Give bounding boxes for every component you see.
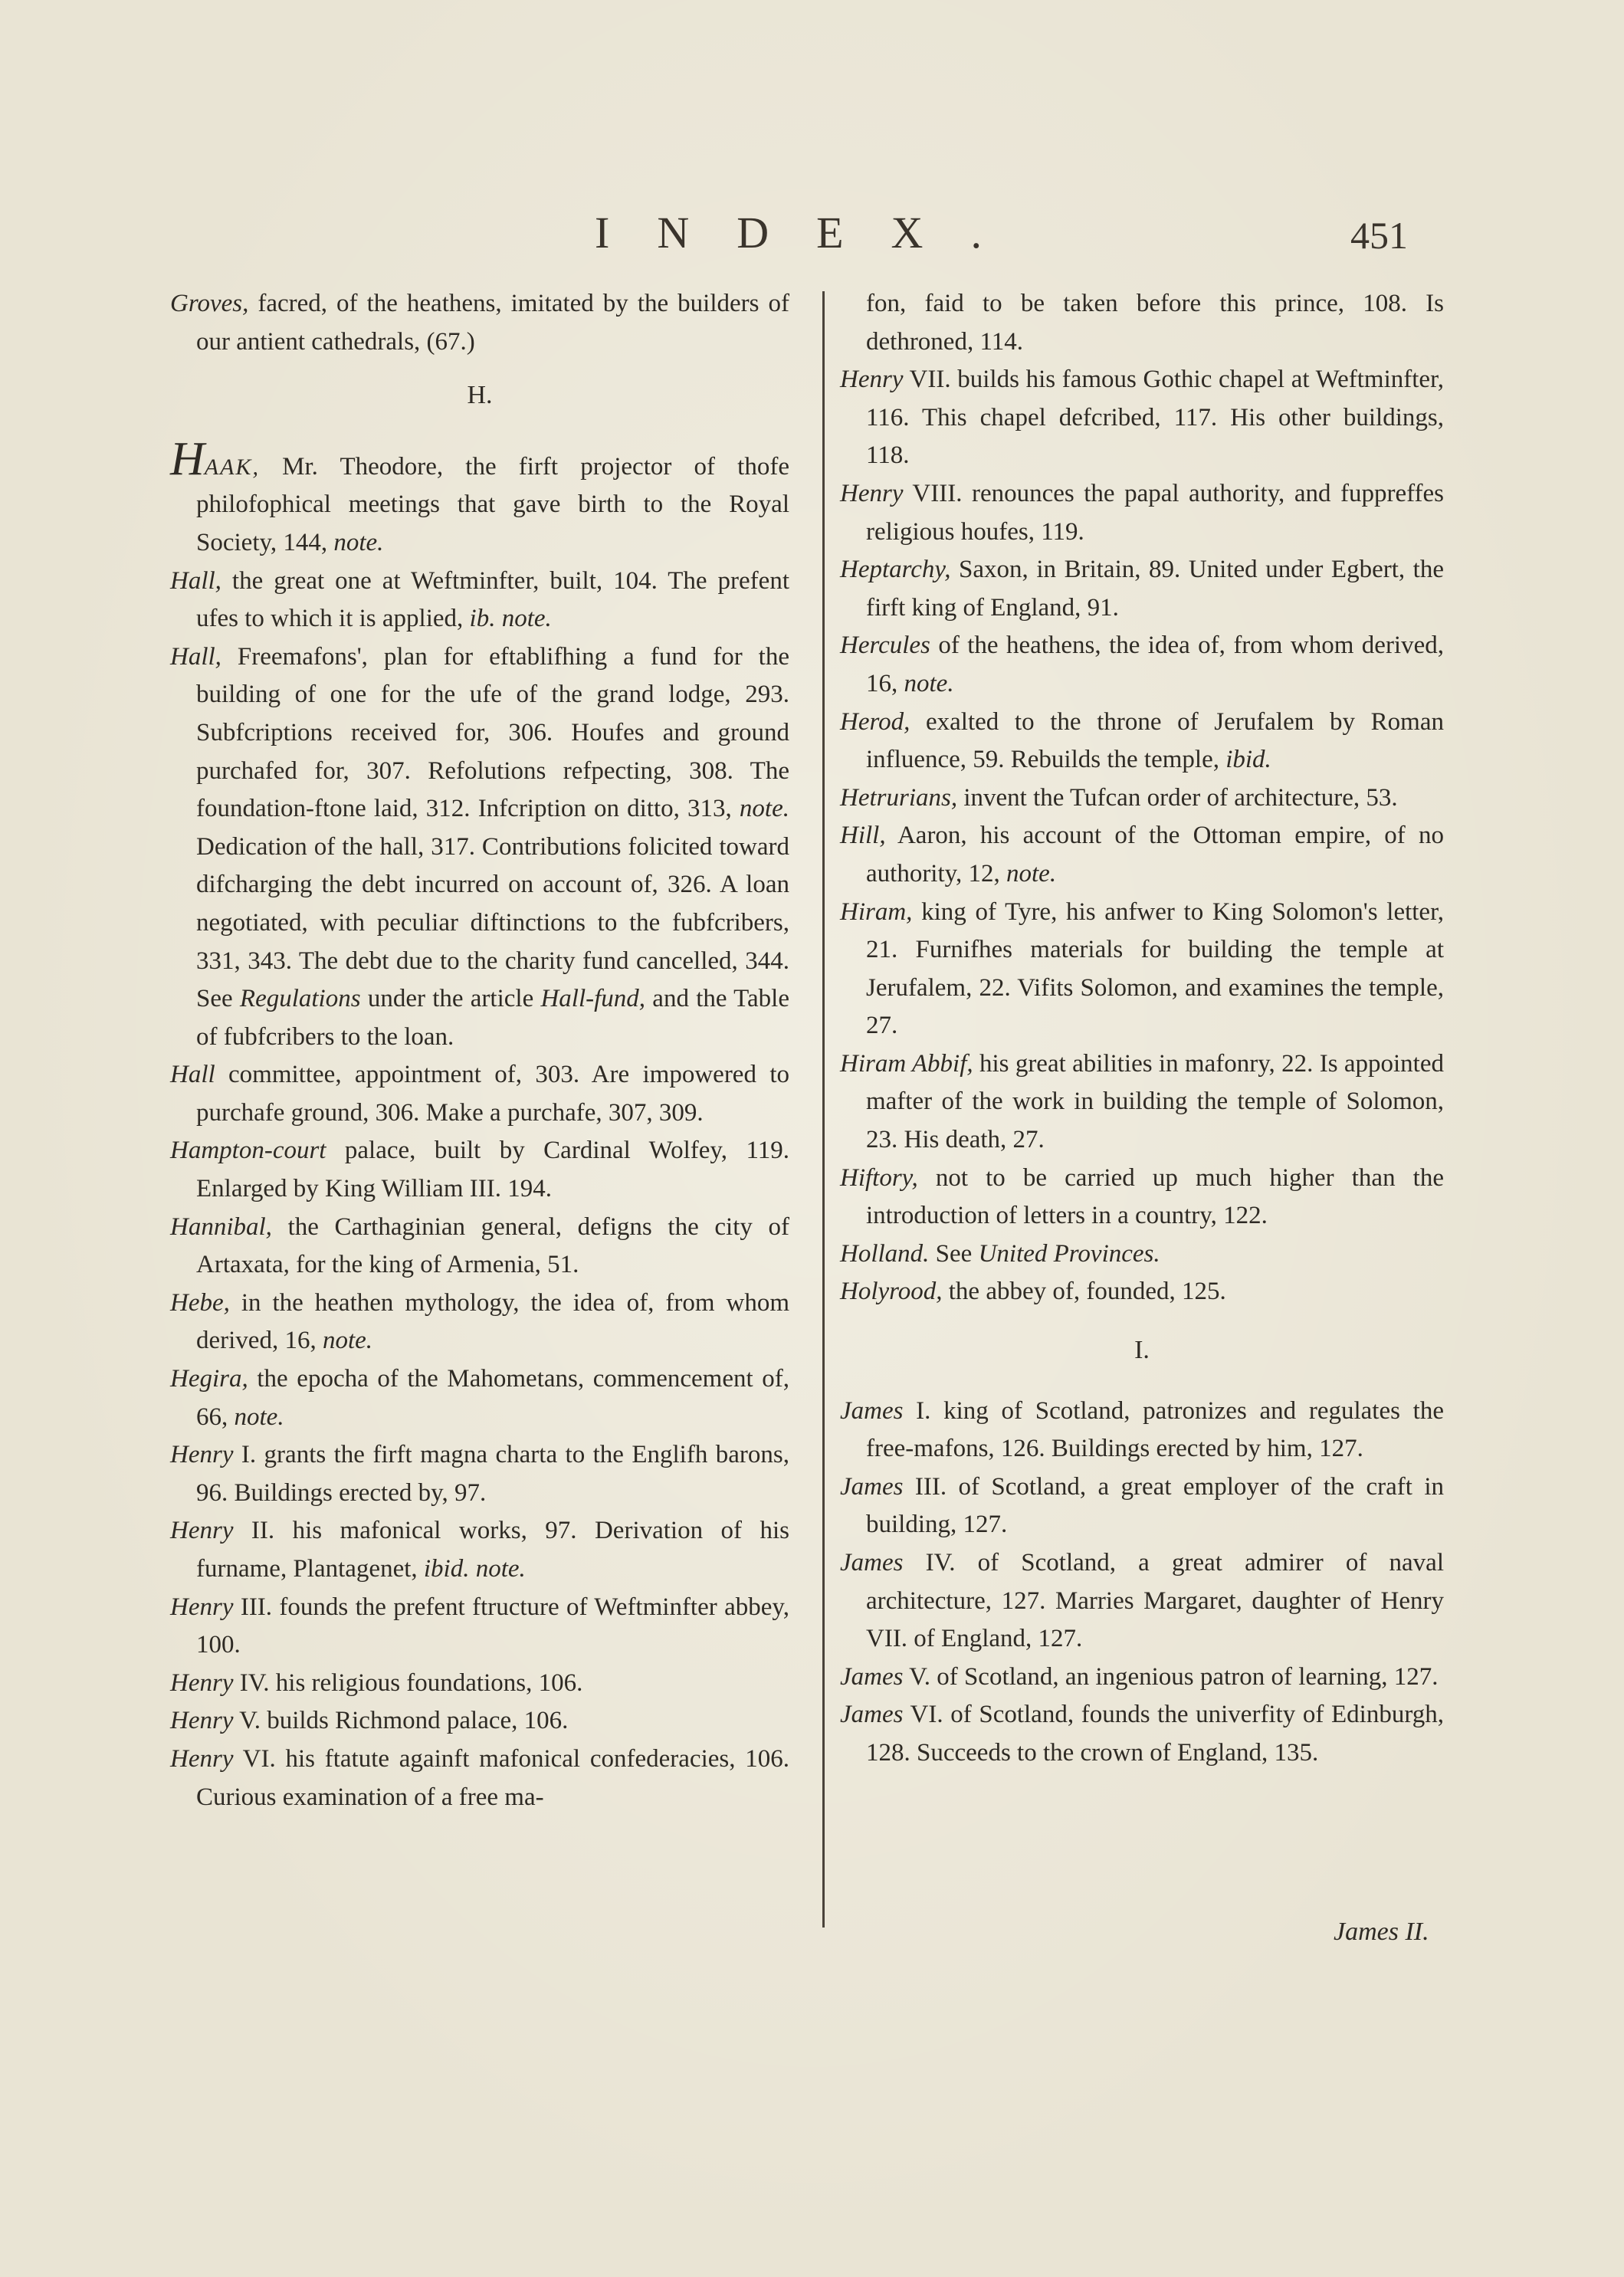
entry-italic: Hall-fund, [540, 985, 646, 1013]
index-entry [170, 1589, 789, 1665]
entry-text: under the article [360, 985, 541, 1013]
entry-head: Hall, [170, 642, 221, 671]
entry-text: VI. his ftatute againft mafonical confederacies, 106. Curious examination of a free ma- [196, 1744, 789, 1811]
right-entries-a [840, 361, 1444, 1311]
entry-text: IV. his religious foundations, 106. [233, 1668, 583, 1697]
index-entry [170, 638, 789, 1057]
index-entry [840, 627, 1444, 703]
entry-text: not to be carried up much higher than the introduction of letters in a country, 122. [866, 1163, 1444, 1230]
index-entry [840, 1273, 1444, 1311]
entry-head: Hercules [840, 632, 930, 660]
entry-text: the Carthaginian general, defigns the city of Artaxata, for the king of Armenia, 51. [196, 1212, 789, 1279]
index-entry [840, 1544, 1444, 1659]
entry-head: Hiram Abbif, [840, 1049, 973, 1078]
drop-cap: H [170, 432, 205, 485]
entry-italic: Regulations [239, 985, 361, 1013]
index-entry [170, 1512, 789, 1588]
entry-head: Hiram, [840, 897, 913, 926]
index-entry [170, 285, 789, 361]
entry-head: Henry [840, 479, 904, 507]
index-entry [840, 779, 1444, 818]
entry-text: V. of Scotland, an ingenious patron of learning, 127. [903, 1662, 1439, 1691]
page-title: INDEX. [595, 208, 1029, 258]
entry-italic: ibid. note. [423, 1555, 526, 1583]
entry-head: Hall [170, 1061, 215, 1089]
index-entry [840, 1468, 1444, 1544]
entry-head: Hetrurians, [840, 783, 958, 812]
index-entry [170, 1436, 789, 1512]
entry-head: Hampton-court [170, 1137, 326, 1165]
index-entry [840, 704, 1444, 779]
entry-text: II. his mafonical works, 97. Derivation of his furname, Plantagenet, [196, 1517, 789, 1583]
entry-head: Hegira, [170, 1365, 248, 1393]
right-entries-b [840, 1393, 1444, 1773]
entry-italic: note. [739, 795, 789, 823]
section-heading-i: I. [1134, 1336, 1150, 1365]
entry-head: Henry [170, 1744, 234, 1773]
page-number: 451 [1350, 214, 1408, 257]
entry-italic: note. [904, 669, 954, 697]
entry-text: Freemafons', plan for eftablifhing a fund for the building of one for the ufe of the grand lodge, 293. Subfcriptions received for, 306. Houfes and ground purchafed for, 307. Refolutions refpecting, 308. The foundation-ftone laid, 312. Infcription on ditto, 313, [196, 642, 789, 823]
entry-head: Groves, [170, 290, 249, 317]
entry-text: his great abilities in mafonry, 22. Is appointed mafter of the work in building the temple of Solomon, 23. His death, 27. [866, 1049, 1444, 1154]
index-entry [170, 1702, 789, 1741]
entry-text: VIII. renounces the papal authority, and fuppreffes religious houfes, 119. [866, 479, 1444, 546]
index-entry [170, 1285, 789, 1360]
entry-text: the abbey of, founded, 125. [942, 1278, 1226, 1306]
entry-italic: ibid. [1225, 746, 1271, 774]
entry-text: and the Table of fubfcribers to the loan. [196, 985, 789, 1051]
entry-head: James [840, 1396, 904, 1425]
entry-text: See [929, 1239, 979, 1268]
entry-text: Mr. Theodore, the firft projector of thofe philofophical meetings that gave birth to the Royal Society, 144, [196, 452, 789, 556]
index-entry [170, 1209, 789, 1285]
entry-head: James [840, 1701, 904, 1729]
entry-head: Hill, [840, 822, 886, 850]
entry-text: committee, appointment of, 303. Are impowered to purchafe ground, 306. Make a purchafe, 307, 309. [196, 1061, 789, 1127]
left-entries-a [170, 285, 789, 361]
column-divider [822, 291, 825, 1928]
index-entry [840, 1393, 1444, 1468]
index-entry [840, 361, 1444, 475]
index-entry [840, 1045, 1444, 1160]
index-entry-haak [170, 432, 789, 563]
entry-text: palace, built by Cardinal Wolfey, 119. Enlarged by King William III. 194. [196, 1137, 789, 1203]
continuation-text: fon, faid to be taken before this prince, 108. Is dethroned, 114. [866, 290, 1444, 356]
entry-text: Dedication of the hall, 317. Contributions folicited toward difcharging the debt incurred on account of, 326. A loan negotiated, with peculiar diftinctions to the fubfcribers, 331, 343. The debt due to the charity fund cancelled, 344. See [196, 832, 789, 1013]
entry-text: V. builds Richmond palace, 106. [233, 1707, 569, 1735]
entry-text: the epocha of the Mahometans, commencement of, 66, [196, 1365, 789, 1431]
catchword: James II. [1334, 1918, 1429, 1946]
entry-text: I. grants the firft magna charta to the Englifh barons, 96. Buildings erected by, 97. [196, 1441, 789, 1507]
entry-text: III. founds the prefent ftructure of Weftminfter abbey, 100. [196, 1593, 789, 1659]
entry-text: VII. builds his famous Gothic chapel at Weftminfter, 116. This chapel defcribed, 117. His other buildings, 118. [866, 366, 1444, 470]
entry-italic: note. [234, 1403, 284, 1431]
entry-italic: note. [322, 1327, 373, 1355]
index-entry [840, 894, 1444, 1045]
entry-head: Hebe, [170, 1288, 230, 1317]
entry-head: Henry [170, 1593, 234, 1621]
section-heading-h: H. [467, 381, 493, 410]
entry-text: in the heathen mythology, the idea of, from whom derived, 16, [196, 1288, 789, 1355]
entry-text: VI. of Scotland, founds the univerfity of Edinburgh, 128. Succeeds to the crown of England, 135. [866, 1701, 1444, 1767]
entry-head: Henry [840, 366, 904, 394]
entry-head: AAK, [204, 454, 260, 480]
entry-head: Herod, [840, 707, 910, 736]
index-entry [840, 1235, 1444, 1274]
entry-italic: note. [1006, 859, 1057, 888]
entry-text: Saxon, in Britain, 89. United under Egbert, the firft king of England, 91. [866, 556, 1444, 622]
right-column [840, 285, 1444, 1773]
entry-text: Aaron, his account of the Ottoman empire, of no authority, 12, [866, 822, 1444, 888]
entry-head: James [840, 1662, 904, 1691]
index-entry [170, 1741, 789, 1816]
entry-head: Hiftory, [840, 1163, 918, 1192]
entry-text: the great one at Weftminfter, built, 104. The prefent ufes to which it is applied, [196, 566, 789, 633]
entry-text: facred, of the heathens, imitated by the builders of our antient cathedrals, (67.) [196, 290, 789, 356]
entry-head: James [840, 1549, 904, 1577]
entry-italic: ib. note. [469, 605, 552, 633]
entry-text: of the heathens, the idea of, from whom derived, 16, [866, 632, 1444, 697]
entry-head: Heptarchy, [840, 556, 951, 584]
entry-head: Henry [170, 1441, 234, 1469]
index-entry [840, 817, 1444, 893]
index-entry [170, 1132, 789, 1208]
index-entry [840, 1160, 1444, 1235]
entry-text: king of Tyre, his anfwer to King Solomon's letter, 21. Furnifhes materials for building the temple at Jerufalem, 22. Vifits Solomon, and examines the temple, 27. [866, 897, 1444, 1040]
entry-head: Holland. [840, 1239, 930, 1268]
entry-head: James [840, 1472, 904, 1501]
entry-head: Henry [170, 1517, 234, 1545]
entry-head: Holyrood, [840, 1278, 943, 1306]
entry-text: invent the Tufcan order of architecture, 53. [957, 783, 1398, 812]
entry-italic: United Provinces. [978, 1239, 1160, 1268]
index-entry [170, 1056, 789, 1132]
entry-head: Hannibal, [170, 1212, 272, 1241]
entry-head: Henry [170, 1668, 234, 1697]
index-entry [170, 563, 789, 638]
entry-text: IV. of Scotland, a great admirer of naval architecture, 127. Marries Margaret, daughter of Henry VII. of England, 127. [866, 1549, 1444, 1653]
index-entry [170, 1360, 789, 1436]
entry-text: exalted to the throne of Jerufalem by Roman influence, 59. Rebuilds the temple, [866, 707, 1444, 774]
index-entry [840, 1659, 1444, 1697]
index-entry [840, 475, 1444, 551]
index-entry [170, 1665, 789, 1703]
entry-italic: note. [333, 528, 384, 556]
entry-head: Hall, [170, 566, 221, 595]
entry-text: I. king of Scotland, patronizes and regulates the free-mafons, 126. Buildings erected by him, 127. [866, 1396, 1444, 1463]
entry-text: III. of Scotland, a great employer of the craft in building, 127. [866, 1472, 1444, 1539]
left-entries-b [170, 563, 789, 1817]
index-entry [840, 551, 1444, 627]
index-entry [840, 1696, 1444, 1772]
entry-head: Henry [170, 1707, 234, 1735]
left-column [170, 285, 789, 1816]
